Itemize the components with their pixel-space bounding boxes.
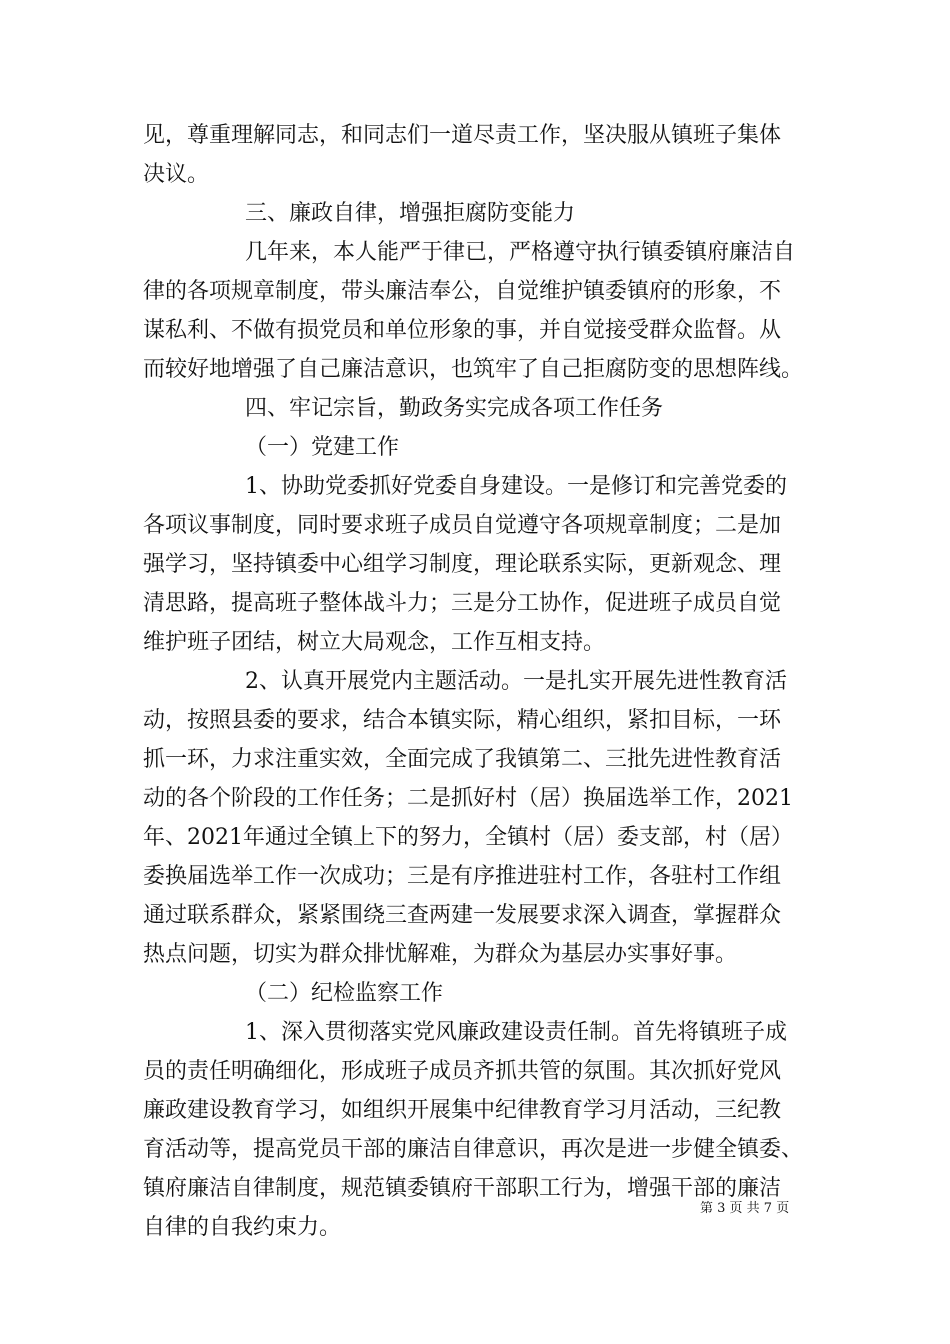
text-line: 几年来，本人能严于律已，严格遵守执行镇委镇府廉洁自	[245, 240, 796, 265]
text-line: 强学习，坚持镇委中心组学习制度，理论联系实际，更新观念、理	[143, 552, 782, 577]
text-line: 2、认真开展党内主题活动。一是扎实开展先进性教育活	[245, 669, 787, 694]
text-line: 抓一环，力求注重实效，全面完成了我镇第二、三批先进性教育活	[143, 747, 782, 772]
page-number: 第 3 页 共 7 页	[700, 1201, 790, 1216]
text-line: 律的各项规章制度，带头廉洁奉公，自觉维护镇委镇府的形象，不	[143, 279, 782, 304]
text-line: 清思路，提高班子整体战斗力；三是分工协作，促进班子成员自觉	[143, 591, 782, 616]
text-line: 镇府廉洁自律制度，规范镇委镇府干部职工行为，增强干部的廉洁	[143, 1176, 782, 1201]
text-line: 决议。	[143, 162, 210, 187]
text-line: 员的责任明确细化，形成班子成员齐抓共管的氛围。其次抓好党风	[143, 1059, 782, 1084]
text-line: 热点问题，切实为群众排忧解难，为群众为基层办实事好事。	[143, 942, 738, 967]
text-line: 维护班子团结，树立大局观念，工作互相支持。	[143, 630, 606, 655]
subsection-heading: （二）纪检监察工作	[245, 981, 444, 1006]
text-line: 廉政建设教育学习，如组织开展集中纪律教育学习月活动，三纪教	[143, 1098, 782, 1123]
text-line: 育活动等，提高党员干部的廉洁自律意识，再次是进一步健全镇委、	[143, 1137, 804, 1162]
text-line: 年、2021年通过全镇上下的努力，全镇村（居）委支部，村（居）	[143, 825, 793, 850]
section-heading: 三、廉政自律，增强拒腐防变能力	[245, 201, 576, 226]
section-heading: 四、牢记宗旨，勤政务实完成各项工作任务	[245, 396, 664, 421]
text-line: 动的各个阶段的工作任务；二是抓好村（居）换届选举工作，2021	[143, 786, 793, 811]
text-line: 见，尊重理解同志，和同志们一道尽责工作，坚决服从镇班子集体	[143, 123, 782, 148]
text-line: 动，按照县委的要求，结合本镇实际，精心组织，紧扣目标，一环	[143, 708, 782, 733]
subsection-heading: （一）党建工作	[245, 435, 400, 460]
text-line: 自律的自我约束力。	[143, 1215, 342, 1240]
text-line: 通过联系群众，紧紧围绕三查两建一发展要求深入调查，掌握群众	[143, 903, 782, 928]
text-line: 委换届选举工作一次成功；三是有序推进驻村工作，各驻村工作组	[143, 864, 782, 889]
text-line: 1、深入贯彻落实党风廉政建设责任制。首先将镇班子成	[245, 1020, 787, 1045]
text-line: 各项议事制度，同时要求班子成员自觉遵守各项规章制度；二是加	[143, 513, 782, 538]
text-line: 而较好地增强了自己廉洁意识，也筑牢了自己拒腐防变的思想阵线。	[143, 357, 804, 382]
text-line: 谋私利、不做有损党员和单位形象的事，并自觉接受群众监督。从	[143, 318, 782, 343]
text-line: 1、协助党委抓好党委自身建设。一是修订和完善党委的	[245, 474, 787, 499]
